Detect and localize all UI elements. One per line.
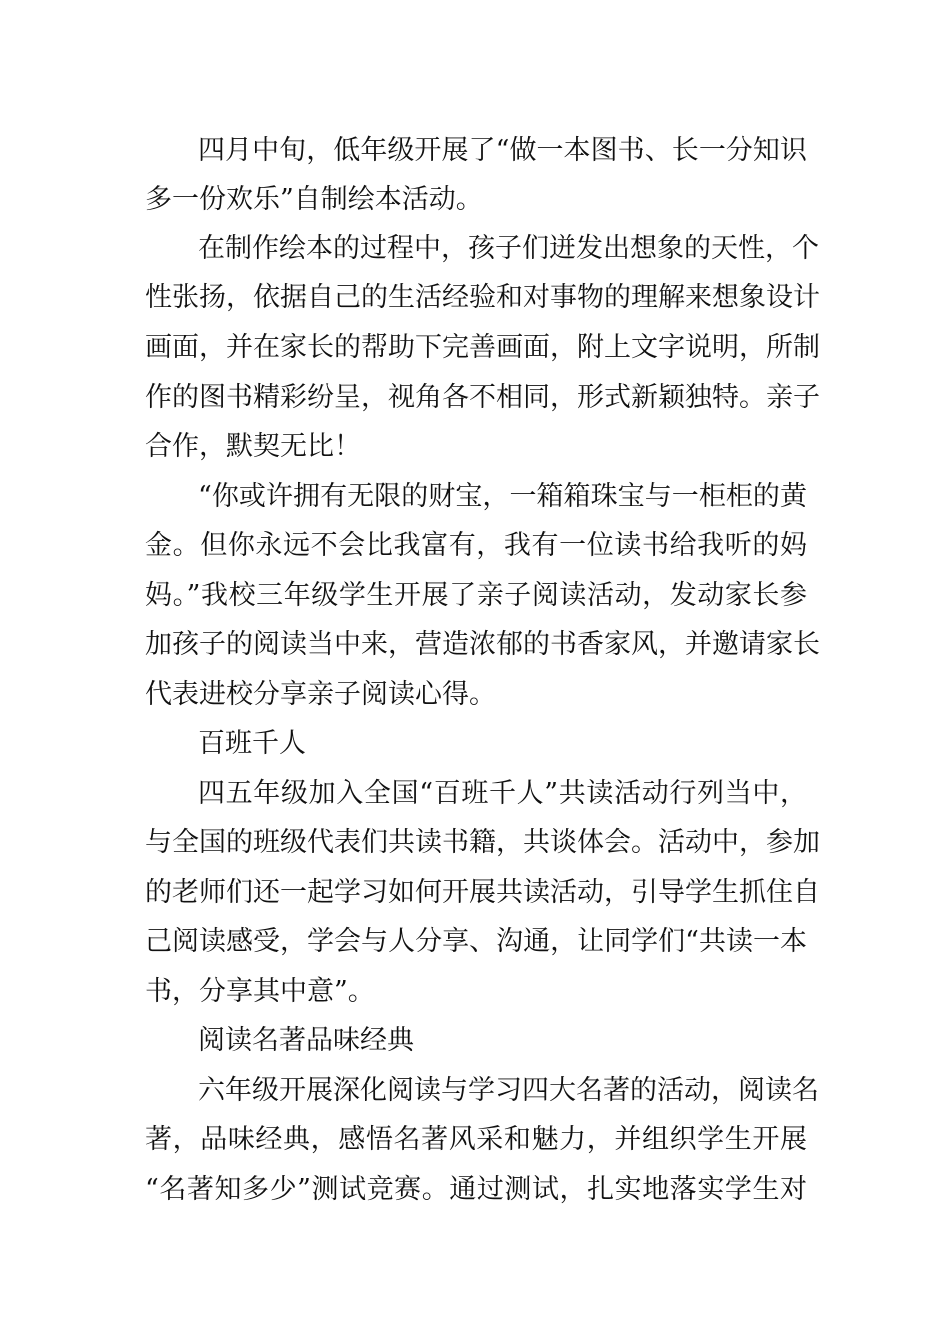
- paragraph-5-line-1: 六年级开展深化阅读与学习四大名著的活动，阅读名: [198, 1075, 819, 1106]
- paragraph-4-line-4: 己阅读感受，学会与人分享、沟通，让同学们“共读一本: [145, 926, 807, 957]
- paragraph-2-line-1: 在制作绘本的过程中，孩子们迸发出想象的天性，个: [198, 233, 819, 264]
- paragraph-4-line-1: 四五年级加入全国“百班千人”共读活动行列当中，: [198, 778, 807, 809]
- paragraph-4-line-3: 的老师们还一起学习如何开展共读活动，引导学生抓住自: [145, 877, 820, 908]
- paragraph-1-line-1: 四月中旬，低年级开展了“做一本图书、长一分知识: [198, 135, 807, 166]
- paragraph-3-line-3: 妈。”我校三年级学生开展了亲子阅读活动，发动家长参: [145, 580, 807, 611]
- paragraph-5-line-3: “名著知多少”测试竞赛。通过测试，扎实地落实学生对: [145, 1174, 807, 1205]
- paragraph-2-line-4: 作的图书精彩纷呈，视角各不相同，形式新颖独特。亲子: [145, 382, 820, 413]
- paragraph-3-line-2: 金。但你永远不会比我富有，我有一位读书给我听的妈: [145, 530, 807, 561]
- paragraph-5-line-2: 著，品味经典，感悟名著风采和魅力，并组织学生开展: [145, 1124, 807, 1155]
- paragraph-3-line-1: “你或许拥有无限的财宝，一箱箱珠宝与一柜柜的黄: [198, 481, 807, 512]
- paragraph-3-line-5: 代表进校分享亲子阅读心得。: [145, 679, 496, 710]
- section-heading-bai-ban-qian-ren: 百班千人: [198, 728, 306, 759]
- paragraph-2-line-3: 画面，并在家长的帮助下完善画面，附上文字说明，所制: [145, 332, 820, 363]
- paragraph-1-line-2: 多一份欢乐”自制绘本活动。: [145, 184, 483, 215]
- paragraph-4-line-2: 与全国的班级代表们共读书籍，共谈体会。活动中，参加: [145, 827, 820, 858]
- section-heading-classics: 阅读名著品味经典: [198, 1025, 414, 1056]
- paragraph-3-line-4: 加孩子的阅读当中来，营造浓郁的书香家风，并邀请家长: [145, 629, 820, 660]
- paragraph-4-line-5: 书，分享其中意”。: [145, 976, 375, 1007]
- paragraph-2-line-5: 合作，默契无比！: [145, 431, 361, 462]
- paragraph-2-line-2: 性张扬，依据自己的生活经验和对事物的理解来想象设计: [145, 282, 820, 313]
